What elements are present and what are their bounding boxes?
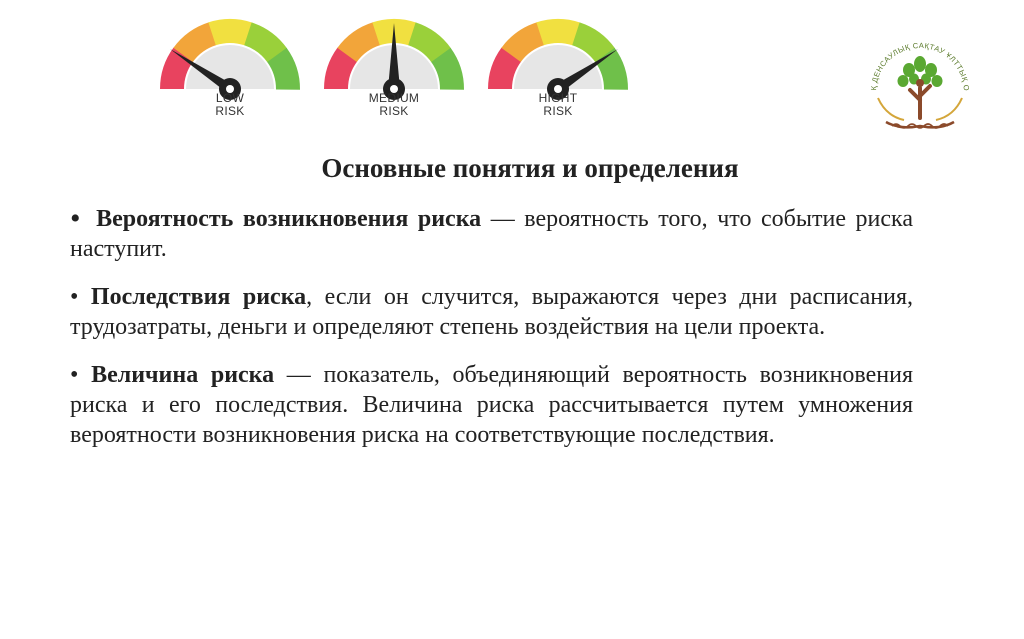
gauge-label: MEDIUM RISK — [368, 91, 420, 118]
term: Последствия риска — [90, 284, 307, 310]
organization-logo — [852, 23, 984, 132]
page-title: Основные понятия и определения — [321, 153, 739, 183]
term: Вероятность возникновения риска — [96, 206, 482, 232]
definition-item — [70, 282, 913, 342]
bullet: • — [70, 202, 81, 235]
gauge-label: HIGHT RISK — [538, 91, 578, 118]
risk-gauge-icon — [150, 14, 310, 89]
definition-item — [70, 204, 913, 264]
risk-gauge-icon — [314, 14, 474, 89]
definitions-list — [70, 204, 913, 468]
bullet: • — [70, 362, 79, 388]
risk-gauge-icon — [478, 14, 638, 89]
gauge-label: LOW RISK — [215, 91, 245, 118]
gauge-high — [478, 14, 638, 124]
term: Величина риска — [91, 362, 275, 388]
bullet: • — [70, 284, 79, 310]
definition-text: , если он случится, выражаются через дни расписания, трудозатраты, деньги и определяют степень воздействия на цели проекта. — [70, 284, 913, 340]
gauge-low — [150, 14, 310, 124]
definition-text: — вероятность того, что событие риска наступит. — [70, 206, 913, 262]
risk-gauges — [150, 14, 650, 124]
definition-text: — показатель, объединяющий вероятность возникновения риска и его последствия. Величина риска рассчитывается путем умножения вероятности возникновения риска на соответствующие последствия. — [70, 362, 914, 448]
gauge-medium — [314, 14, 474, 124]
svg-text:КОҒАМДЫҚ ДЕНСАУЛЫҚ САҚТАУ ҰЛТТ: КОҒАМДЫҚ ДЕНСАУЛЫҚ САҚТАУ ҰЛТТЫҚ ОРТАЛЫҒЫ — [852, 23, 972, 92]
tree-logo-icon — [852, 23, 984, 132]
definition-item — [70, 360, 913, 450]
